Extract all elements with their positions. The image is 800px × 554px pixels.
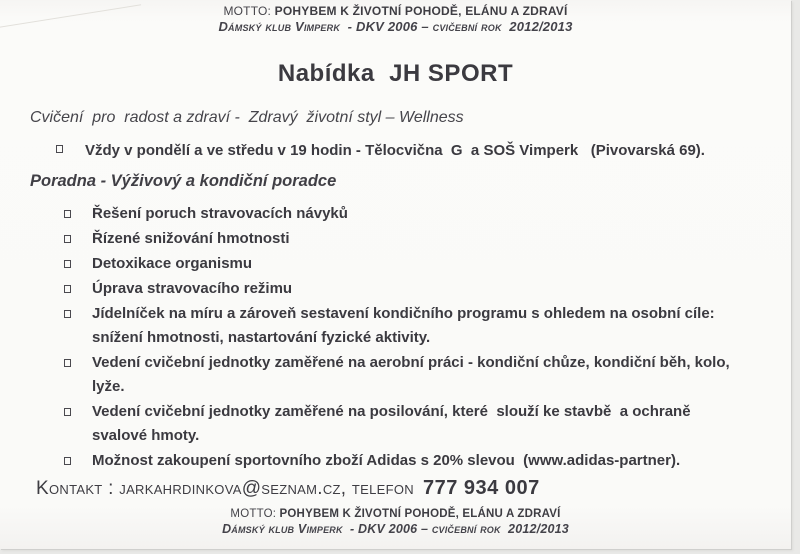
square-bullet-icon <box>64 260 71 268</box>
square-bullet-icon <box>64 235 71 243</box>
list-item <box>64 227 791 251</box>
wellness-section-heading: Cvičení pro radost a zdraví - Zdravý životní styl – Wellness <box>30 109 464 126</box>
schedule-bullet-item <box>56 142 791 159</box>
motto-text: POHYBEM K ŽIVOTNÍ POHODĚ, ELÁNU A ZDRAVÍ <box>279 508 561 520</box>
service-text: Vedení cvičební jednotky zaměřené na posilování, které slouží ke stavbě a ochraně svalové hmoty. <box>92 403 695 444</box>
motto-text: POHYBEM K ŽIVOTNÍ POHODĚ, ELÁNU A ZDRAVÍ <box>274 4 568 18</box>
contact-email-text: Kontakt : jarkahrdinkova@seznam.cz, telefon <box>36 478 414 499</box>
footer-club-line: Dámský klub Vimperk - DKV 2006 – cvičební rok 2012/2013 <box>222 522 569 536</box>
schedule-text: Vždy v pondělí a ve středu v 19 hodin - Tělocvična G a SOŠ Vimperk (Pivovarská 69). <box>85 142 705 159</box>
list-item <box>64 449 791 473</box>
square-bullet-icon <box>64 359 71 367</box>
list-item <box>64 277 791 301</box>
service-text: Detoxikace organismu <box>92 255 253 272</box>
service-text: Řízené snižování hmotnosti <box>92 230 290 247</box>
square-bullet-icon <box>64 457 71 465</box>
footer-motto-line <box>0 507 791 522</box>
page-title: Nabídka JH SPORT <box>277 60 514 87</box>
square-bullet-icon <box>64 310 71 318</box>
service-text: Řešení poruch stravovacích návyků <box>92 205 348 222</box>
list-item <box>64 351 791 399</box>
service-text: Jídelníček na míru a zároveň sestavení kondičního programu s ohledem na osobní cíle: snížení hmotnosti, nastartování fyzické aktivity. <box>92 305 719 346</box>
service-text: Úprava stravovacího režimu <box>92 280 293 297</box>
header-club-line: Dámský klub Vimperk - DKV 2006 – cvičební rok 2012/2013 <box>218 19 573 34</box>
motto-label: MOTTO: <box>230 508 277 520</box>
list-item <box>64 202 791 226</box>
service-text: Možnost zakoupení sportovního zboží Adidas s 20% slevou (www.adidas-partner). <box>92 452 681 469</box>
header-motto-block <box>0 0 791 35</box>
poradna-section-heading: Poradna - Výživový a kondiční poradce <box>30 172 337 190</box>
contact-line <box>36 477 791 500</box>
contact-phone-number: 777 934 007 <box>422 477 540 499</box>
square-bullet-icon <box>56 145 63 153</box>
square-bullet-icon <box>64 285 71 293</box>
motto-label: MOTTO: <box>223 4 272 18</box>
list-item <box>64 252 791 276</box>
services-list <box>64 202 791 473</box>
square-bullet-icon <box>64 210 71 218</box>
square-bullet-icon <box>64 408 71 416</box>
list-item <box>64 302 791 350</box>
header-motto-line <box>0 3 791 19</box>
service-text: Vedení cvičební jednotky zaměřené na aerobní práci - kondiční chůze, kondiční běh, kolo, lyže. <box>92 354 734 395</box>
footer-motto-block <box>0 507 791 537</box>
list-item <box>64 400 791 448</box>
